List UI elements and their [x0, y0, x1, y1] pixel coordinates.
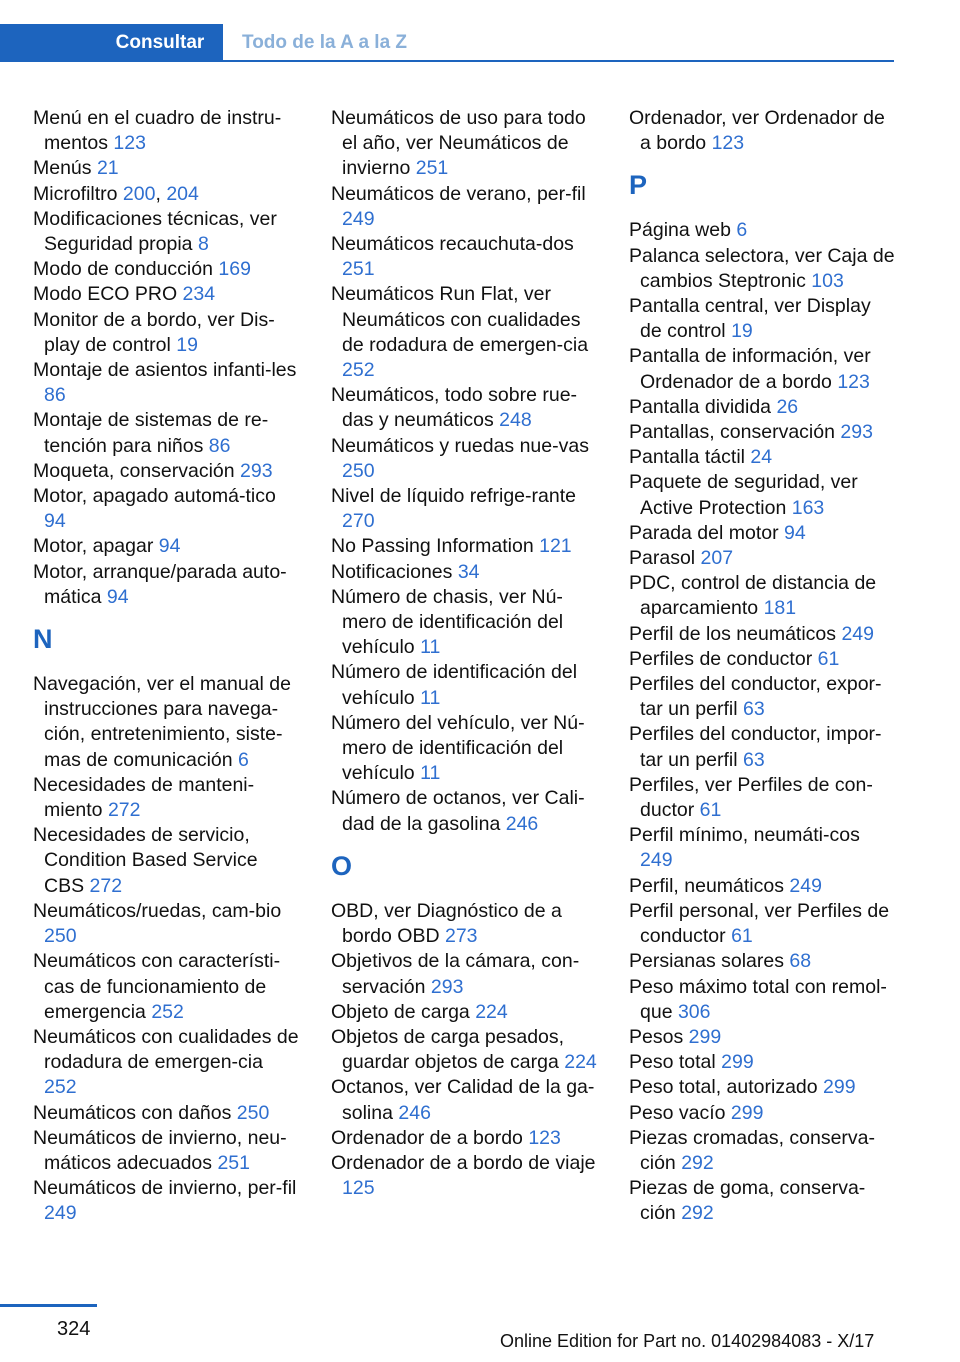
index-entry-text: Menú en el cuadro de instru-mentos	[33, 107, 282, 155]
index-entry	[331, 484, 597, 534]
index-entry-text: Neumáticos de invierno, neu-máticos adecuados	[33, 1126, 287, 1174]
page-link[interactable]: 11	[420, 762, 441, 785]
page-link[interactable]: 299	[721, 1051, 754, 1074]
index-entry	[33, 1126, 299, 1176]
index-entry	[331, 232, 597, 282]
index-entry-text: Peso total	[629, 1051, 722, 1074]
page-link[interactable]: 299	[823, 1076, 856, 1099]
page-link[interactable]: 246	[398, 1101, 431, 1124]
page-link[interactable]: 86	[44, 384, 66, 407]
index-entry	[33, 823, 299, 899]
header-rule	[97, 60, 894, 62]
index-entry-text: Piezas cromadas, conserva-ción	[629, 1126, 876, 1174]
page-link[interactable]: 63	[742, 748, 765, 771]
index-section-letter: O	[331, 850, 353, 881]
index-entry-text: Nivel de líquido refrige-rante	[331, 485, 576, 508]
page-link[interactable]: 306	[677, 1000, 711, 1023]
page-link[interactable]: 61	[817, 647, 840, 670]
index-entry-text: Neumáticos con cualidades de rodadura de emergen-cia	[33, 1025, 299, 1074]
index-entry-text: Palanca selectora, ver Caja de cambios Steptronic	[629, 244, 895, 292]
index-entry-text: Neumáticos con característi-cas de funcionamiento de emergencia	[33, 950, 281, 1023]
index-entry-text: Neumáticos de invierno, per-fil	[33, 1177, 297, 1200]
index-entry-text: Pesos	[629, 1025, 689, 1048]
index-entry-text: Ordenador, ver Ordenador de a bordo	[629, 107, 885, 155]
page-link[interactable]: 224	[475, 1000, 508, 1023]
index-entry	[33, 484, 299, 534]
page-link[interactable]: 169	[218, 258, 251, 281]
tab-todo-a-z[interactable]: Todo de la A a la Z	[242, 32, 408, 53]
page-link[interactable]: 204	[166, 182, 199, 205]
index-entry	[629, 1176, 895, 1226]
index-entry	[331, 899, 597, 949]
index-entry-text: Perfiles del conductor, expor-tar un perfil	[629, 673, 882, 721]
index-entry-text: Número de octanos, ver Cali-dad de la gasolina	[331, 787, 585, 835]
index-entry	[33, 207, 299, 257]
header	[0, 0, 960, 62]
index-entry-text: OBD, ver Diagnóstico de a bordo OBD	[331, 899, 562, 948]
index-entry	[629, 874, 895, 899]
index-entry-text: Montaje de sistemas de re-tención para niños	[33, 409, 269, 457]
index-entry-text: PDC, control de distancia de aparcamiento	[629, 572, 877, 620]
index-entry-text: Parasol	[629, 547, 701, 570]
page-link[interactable]: 299	[688, 1025, 722, 1048]
index-entry	[33, 257, 299, 282]
index-entry	[33, 308, 299, 358]
page-link[interactable]: 123	[711, 132, 745, 155]
index-entry-text: Persianas solares	[629, 950, 790, 973]
page-link[interactable]: 292	[681, 1202, 714, 1225]
index-entry-text: Modificaciones técnicas, ver Seguridad propia	[33, 207, 277, 256]
page-link[interactable]: 270	[342, 510, 375, 533]
index-entry	[33, 459, 299, 484]
index-entry-text: Perfiles, ver Perfiles de con-ductor	[629, 773, 873, 822]
page-link[interactable]: 249	[640, 849, 673, 872]
index-entry-text: Motor, arranque/parada auto-mática	[33, 560, 287, 608]
index-entry	[33, 560, 299, 610]
index-entry-text: Neumáticos Run Flat, ver Neumáticos con cualidades de rodadura de emergen-cia	[331, 283, 589, 356]
page-link[interactable]: 163	[791, 496, 825, 519]
index-entry	[629, 445, 895, 470]
index-entry	[33, 949, 299, 1025]
index-entry-text: Peso vacío	[629, 1101, 731, 1124]
index-entry	[33, 106, 299, 156]
index-column-2	[331, 106, 597, 1201]
page-link[interactable]: 123	[837, 370, 870, 393]
page-link[interactable]: 248	[499, 409, 532, 432]
index-entry-text: Neumáticos/ruedas, cam-bio	[33, 899, 282, 922]
index-entry-text: Modo ECO PRO	[33, 283, 183, 306]
page-link[interactable]: 273	[444, 925, 478, 948]
index-entry: Microfiltro 200, 204	[33, 182, 199, 205]
index-entry	[629, 823, 895, 873]
page-link[interactable]: 252	[151, 1000, 184, 1023]
page-link[interactable]: 250	[236, 1101, 270, 1124]
page-link[interactable]: 234	[182, 283, 216, 306]
page-link[interactable]: 293	[430, 975, 464, 998]
page-link[interactable]: 11	[420, 686, 441, 709]
index-entry-text: Ordenador de a bordo	[331, 1126, 529, 1149]
page-link[interactable]: 103	[811, 269, 844, 292]
index-section-letter: N	[33, 624, 53, 655]
index-entry	[629, 647, 895, 672]
index-entry-text: Número de chasis, ver Nú-mero de identificación del vehículo	[331, 585, 564, 659]
page-link[interactable]: 249	[342, 207, 375, 230]
page-link[interactable]: 94	[784, 521, 806, 544]
page-link[interactable]: 251	[342, 258, 375, 281]
index-entry	[629, 395, 895, 420]
index-entry	[629, 975, 895, 1025]
page-link[interactable]: 292	[681, 1151, 714, 1174]
page-link[interactable]: 224	[564, 1051, 597, 1074]
index-entry	[331, 434, 597, 484]
index-column-1	[33, 106, 299, 1227]
page-link[interactable]: 252	[44, 1076, 77, 1099]
index-entry	[33, 672, 299, 773]
index-entry	[33, 773, 299, 823]
index-entry-text: Perfil personal, ver Perfiles de conductor	[629, 899, 890, 948]
page-link[interactable]: 250	[44, 925, 77, 948]
page-link[interactable]: 19	[731, 320, 753, 343]
page-link[interactable]: 86	[208, 434, 231, 457]
index-entry-text: Motor, apagado automá-tico	[33, 485, 276, 508]
page-link[interactable]: 293	[840, 421, 873, 444]
index-entry-text: Perfil mínimo, neumáti-cos	[629, 824, 860, 847]
page-link[interactable]: 251	[217, 1151, 250, 1174]
page-link[interactable]: 249	[44, 1202, 77, 1225]
page-link[interactable]: 293	[240, 459, 273, 482]
index-entry	[629, 773, 895, 823]
index-entry-text: Monitor de a bordo, ver Dis-play de control	[33, 308, 275, 356]
index-entry	[629, 244, 895, 294]
index-entry	[629, 1126, 895, 1176]
index-entry-text: Neumáticos recauchuta-dos	[331, 233, 574, 256]
index-entry	[331, 383, 597, 433]
index-entry-text: Pantalla de información, ver Ordenador de a bordo	[629, 345, 871, 393]
index-entry-text: Octanos, ver Calidad de la ga-solina	[331, 1076, 595, 1124]
index-entry-text: Ordenador de a bordo de viaje	[331, 1151, 596, 1174]
index-entry-text: Montaje de asientos infanti-les	[33, 359, 297, 382]
page-link[interactable]: 11	[420, 636, 441, 659]
index-entry-text: Microfiltro	[33, 182, 123, 205]
page-link[interactable]: 125	[342, 1177, 375, 1200]
index-entry	[629, 722, 895, 772]
index-entry-text: Necesidades de servicio, Condition Based Service CBS	[33, 824, 258, 897]
index-entry	[629, 344, 895, 394]
index-entry-text: Moqueta, conservación	[33, 459, 241, 482]
index-entry-text: Neumáticos con daños	[33, 1101, 237, 1124]
page-link[interactable]: 61	[699, 799, 722, 822]
page-link[interactable]: 24	[750, 446, 773, 469]
index-entry	[629, 521, 895, 546]
page-number: 324	[57, 1318, 91, 1340]
index-entry-text: Número del vehículo, ver Nú-mero de identificación del vehículo	[331, 711, 585, 785]
page-link[interactable]: 61	[731, 925, 753, 948]
index-entry	[629, 546, 895, 571]
index-entry-text: Objetos de carga pesados, guardar objetos de carga	[331, 1025, 565, 1074]
index-entry-text: Pantalla táctil	[629, 446, 751, 469]
index-column-3	[629, 106, 895, 1227]
page-link[interactable]: 34	[457, 560, 480, 583]
index-entry-text: Navegación, ver el manual de instrucciones para navega-ción, entretenimiento, siste-mas de comunicación	[33, 673, 291, 771]
index-entry	[33, 1101, 299, 1126]
index-entry-text: Pantallas, conservación	[629, 421, 841, 444]
page-link[interactable]: 251	[415, 157, 449, 180]
index-entry	[331, 560, 597, 585]
index-entry	[33, 156, 299, 181]
index-entry-text: Número de identificación del vehículo	[331, 661, 578, 709]
index-entry-text: Notificaciones	[331, 560, 458, 583]
index-entry-text: Neumáticos de uso para todo el año, ver Neumáticos de invierno	[331, 107, 586, 180]
index-entry-text: Necesidades de manteni-miento	[33, 773, 255, 822]
index-entry-text: Perfil de los neumáticos	[629, 622, 842, 645]
page-link[interactable]: 94	[44, 510, 66, 533]
index-entry	[629, 106, 895, 156]
page-link[interactable]: 94	[158, 535, 181, 558]
index-entry	[331, 1000, 597, 1025]
index-entry	[33, 899, 299, 949]
index-entry	[331, 585, 597, 661]
page-link[interactable]: 249	[841, 622, 874, 645]
index-entry-text: Perfil, neumáticos	[629, 874, 790, 897]
page-link[interactable]: 299	[730, 1101, 764, 1124]
page-link[interactable]: 272	[107, 799, 141, 822]
index-entry-text: Menús	[33, 157, 97, 180]
index-entry-text: Piezas de goma, conserva-ción	[629, 1177, 866, 1225]
index-entry-text: Parada del motor	[629, 521, 785, 544]
page-link[interactable]: 8	[197, 233, 209, 256]
index-entry	[33, 282, 299, 307]
index-entry	[629, 470, 895, 520]
index-entry-text: Página web	[629, 219, 737, 242]
index-entry-text: Peso total, autorizado	[629, 1076, 824, 1099]
index-entry-text: Objeto de carga	[331, 1000, 476, 1023]
index-entry-text: No Passing Information	[331, 535, 540, 558]
index-entry-text: Paquete de seguridad, ver Active Protection	[629, 471, 858, 519]
page-link[interactable]: 249	[789, 874, 822, 897]
page-link[interactable]: 200	[122, 182, 156, 205]
footer-rule	[0, 1304, 97, 1307]
page-link[interactable]: 26	[776, 395, 799, 418]
index-entry	[331, 1025, 597, 1075]
index-entry	[331, 182, 597, 232]
index-entry	[331, 711, 597, 787]
index-entry-text: Peso máximo total con remol-que	[629, 975, 887, 1023]
index-entry	[331, 1151, 597, 1201]
index-entry	[33, 358, 299, 408]
index-entry-text: Objetivos de la cámara, con-servación	[331, 950, 580, 998]
page-link[interactable]: 123	[528, 1126, 561, 1149]
index-entry	[331, 534, 597, 559]
page-link[interactable]: 252	[342, 359, 375, 382]
index-entry-text: Neumáticos y ruedas nue-vas	[331, 434, 589, 457]
index-entry	[331, 660, 597, 710]
page-link[interactable]: 21	[96, 157, 119, 180]
index-entry	[629, 571, 895, 621]
page-link[interactable]: 6	[238, 748, 249, 771]
index-entry	[331, 786, 597, 836]
index-entry-text: Modo de conducción	[33, 258, 219, 281]
page-link[interactable]: 250	[342, 459, 375, 482]
index-entry	[629, 1075, 895, 1100]
index-entry	[629, 672, 895, 722]
page-link[interactable]: 121	[539, 535, 572, 558]
index-entry	[629, 294, 895, 344]
index-entry	[629, 1025, 895, 1050]
index-entry-text: Pantalla central, ver Display de control	[629, 295, 871, 343]
index-entry	[629, 899, 895, 949]
index-entry-text: Perfiles de conductor	[629, 647, 818, 670]
index-entry-text: Neumáticos de verano, per-fil	[331, 182, 586, 205]
index-entry	[629, 622, 895, 647]
index-entry	[33, 408, 299, 458]
page-link[interactable]: 123	[113, 132, 146, 155]
index-entry	[331, 1126, 597, 1151]
index-entry	[33, 1176, 299, 1226]
page-link[interactable]: 63	[742, 698, 765, 721]
edition-note: Online Edition for Part no. 01402984083 - X/17	[500, 1331, 875, 1351]
index-entry-text: Neumáticos, todo sobre rue-das y neumáticos	[331, 384, 578, 432]
index-entry	[331, 1075, 597, 1125]
index-entry	[331, 106, 597, 182]
index-entry	[629, 1101, 895, 1126]
page-link[interactable]: 207	[700, 547, 734, 570]
page-link[interactable]: 246	[505, 812, 539, 835]
index-entry	[331, 949, 597, 999]
index-entry	[629, 420, 895, 445]
page-link[interactable]: 68	[789, 950, 812, 973]
index-entry	[629, 218, 895, 243]
index-entry	[331, 282, 597, 383]
header-accent-bar	[0, 24, 97, 62]
index-entry-text: Perfiles del conductor, impor-tar un perfil	[629, 723, 882, 771]
page-link[interactable]: 94	[106, 585, 129, 608]
index-entry	[33, 534, 299, 559]
tab-consultar[interactable]: Consultar	[97, 24, 223, 62]
index-entry	[629, 949, 895, 974]
page-link[interactable]: 272	[89, 874, 123, 897]
index-section-letter: P	[629, 170, 648, 201]
index-entry	[629, 1050, 895, 1075]
page-link[interactable]: 6	[736, 219, 748, 242]
page-link[interactable]: 19	[176, 333, 198, 356]
index-entry-text: Pantalla dividida	[629, 395, 777, 418]
page-link[interactable]: 181	[763, 597, 797, 620]
index-entry-text: Motor, apagar	[33, 535, 159, 558]
index-entry	[33, 1025, 299, 1101]
